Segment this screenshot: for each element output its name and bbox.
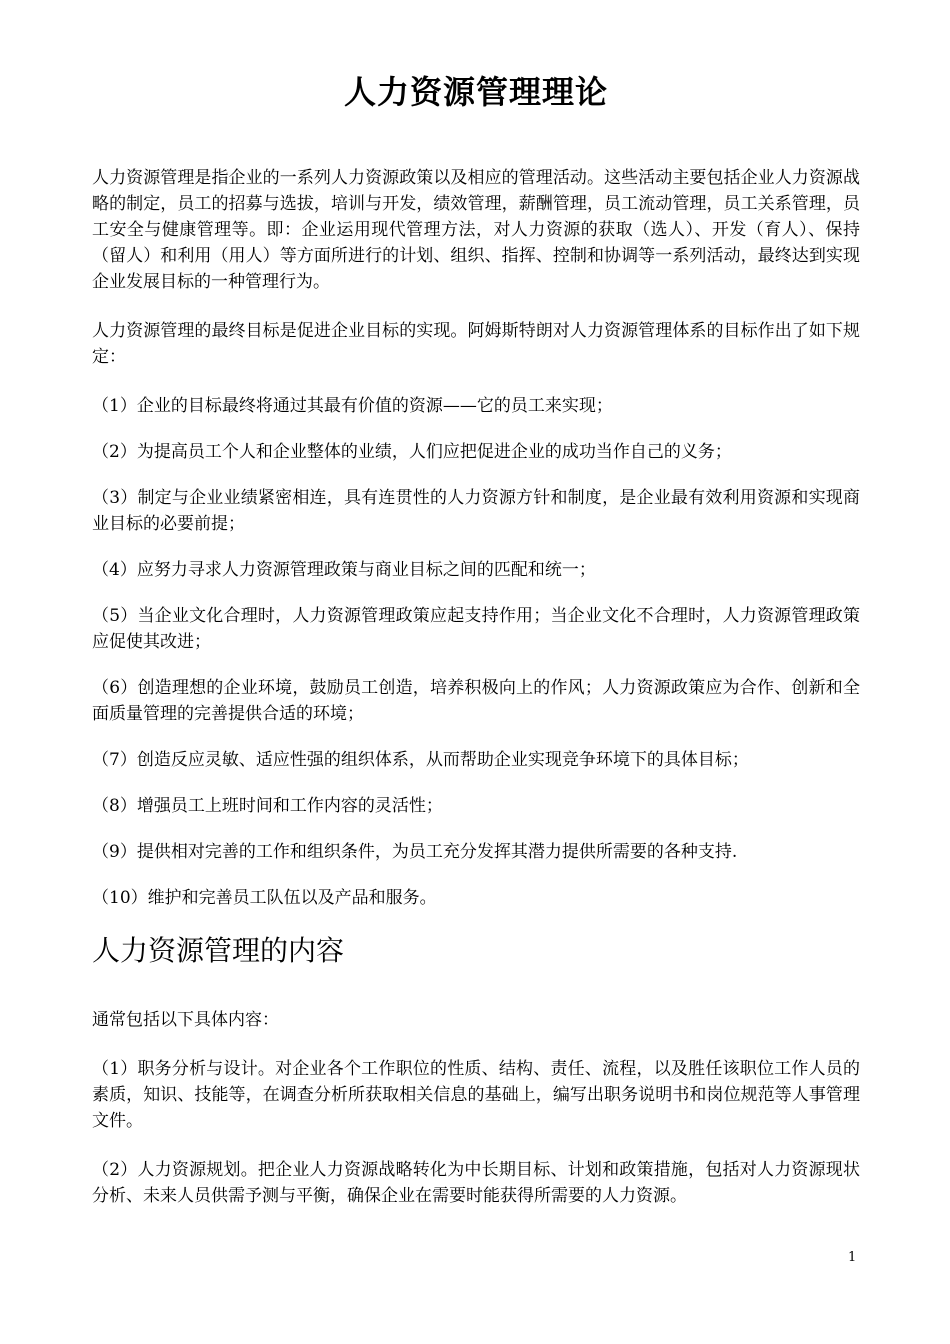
- page-number: 1: [848, 1250, 857, 1265]
- intro-paragraph-definition: 人力资源管理是指企业的一系列人力资源政策以及相应的管理活动。这些活动主要包括企业人力资源战略的制定，员工的招募与选拔，培训与开发，绩效管理，薪酬管理，员工流动管理，员工关系管理，员工安全与健康管理等。即：企业运用现代管理方法，对人力资源的获取（选人）、开发（育人）、保持（留人）和利用（用人）等方面所进行的计划、组织、指挥、控制和协调等一系列活动，最终达到实现企业发展目标的一种管理行为。: [92, 168, 860, 292]
- goal-item-7: （7）创造反应灵敏、适应性强的组织体系，从而帮助企业实现竞争环境下的具体目标；: [92, 750, 749, 770]
- goal-item-8: （8）增强员工上班时间和工作内容的灵活性；: [92, 796, 443, 816]
- goal-item-3: （3）制定与企业业绩紧密相连，具有连贯性的人力资源方针和制度，是企业最有效利用资源和实现商业目标的必要前提；: [92, 488, 860, 534]
- goal-item-10: （10）维护和完善员工队伍以及产品和服务。: [92, 888, 437, 908]
- intro-paragraph-goal: 人力资源管理的最终目标是促进企业目标的实现。阿姆斯特朗对人力资源管理体系的目标作出了如下规定：: [92, 321, 860, 367]
- goal-item-2: （2）为提高员工个人和企业整体的业绩，人们应把促进企业的成功当作自己的义务；: [92, 442, 732, 462]
- goal-item-5: （5）当企业文化合理时，人力资源管理政策应起支持作用；当企业文化不合理时，人力资源管理政策应促使其改进；: [92, 606, 860, 652]
- goal-item-4: （4）应努力寻求人力资源管理政策与商业目标之间的匹配和统一；: [92, 560, 596, 580]
- section-lead: 通常包括以下具体内容：: [92, 1010, 279, 1030]
- goal-item-9: （9）提供相对完善的工作和组织条件，为员工充分发挥其潜力提供所需要的各种支持.: [92, 842, 738, 862]
- content-item-2: （2）人力资源规划。把企业人力资源战略转化为中长期目标、计划和政策措施，包括对人力资源现状分析、未来人员供需予测与平衡，确保企业在需要时能获得所需要的人力资源。: [92, 1160, 860, 1206]
- content-item-1: （1）职务分析与设计。对企业各个工作职位的性质、结构、责任、流程，以及胜任该职位工作人员的素质，知识、技能等，在调查分析所获取相关信息的基础上，编写出职务说明书和岗位规范等人事管理文件。: [92, 1059, 860, 1131]
- goals-list: [92, 393, 860, 911]
- document-title: 人力资源管理理论: [343, 73, 608, 111]
- document-page: [92, 64, 860, 1232]
- goal-item-1: （1）企业的目标最终将通过其最有价值的资源——它的员工来实现；: [92, 396, 613, 416]
- section-heading-content: 人力资源管理的内容: [92, 934, 345, 967]
- goal-item-6: （6）创造理想的企业环境，鼓励员工创造，培养积极向上的作风；人力资源政策应为合作、创新和全面质量管理的完善提供合适的环境；: [92, 678, 860, 724]
